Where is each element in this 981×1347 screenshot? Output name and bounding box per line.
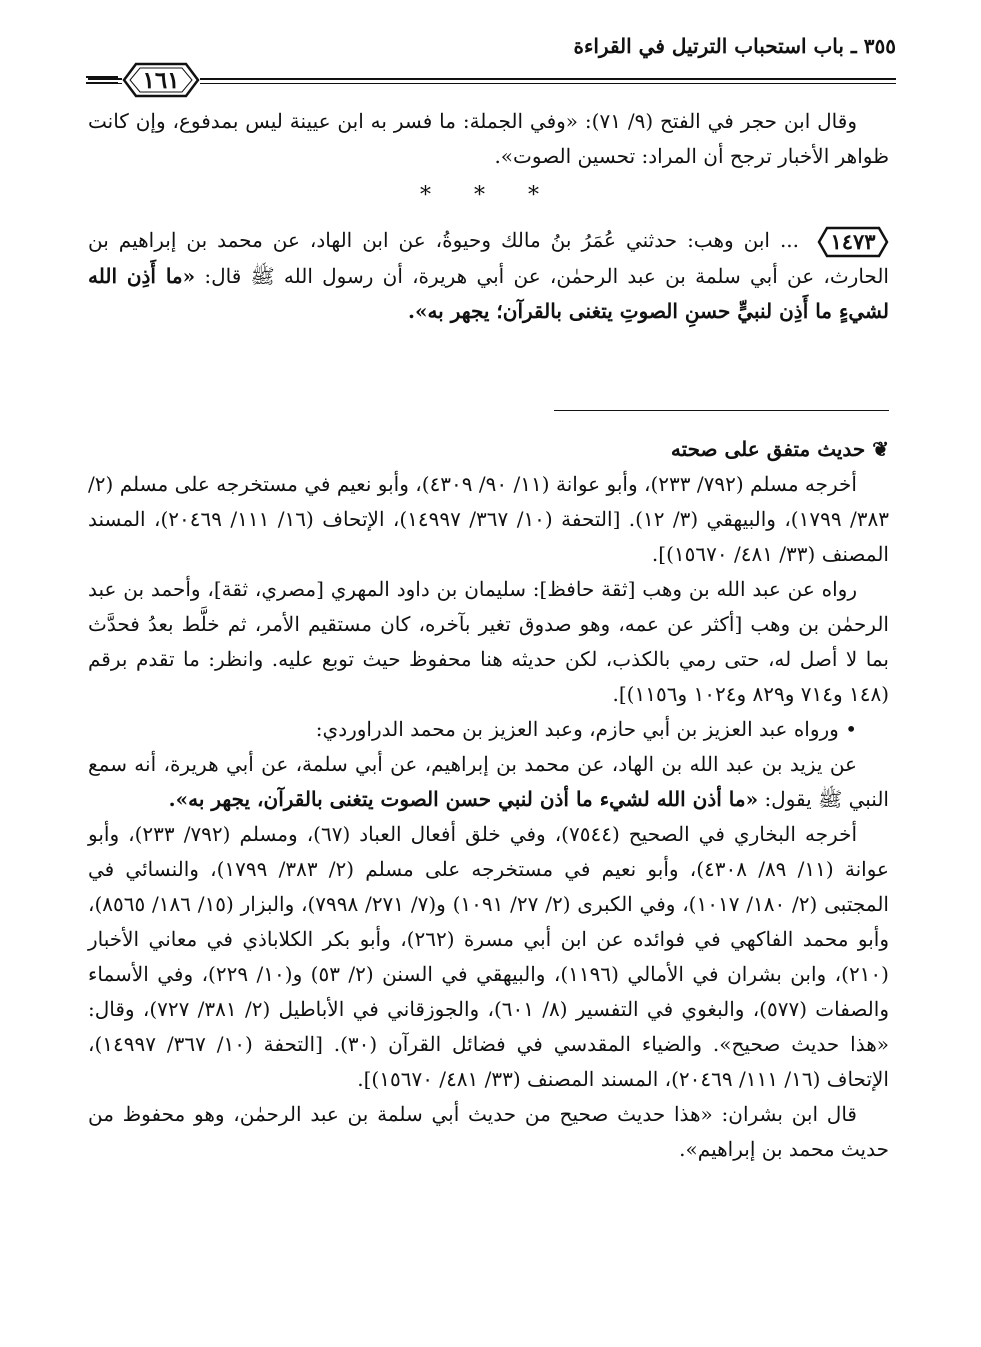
section-heading-text: حديث متفق على صحته <box>670 437 866 461</box>
running-title: ٣٥٥ ـ باب استحباب الترتيل في القراءة <box>573 34 896 58</box>
hadith-chain: ... ابن وهب: حدثني عُمَرُ بنُ مالك وحيوةُ، عن ابن الهاد، عن محمد بن إبراهيم بن الحارث، عن أبي سلمة بن عبد الرحمٰن، عن أبي هريرة، أن رسول الله ﷺ قال: <box>88 228 889 288</box>
header-left-rules <box>86 76 118 86</box>
commentary-paragraph-2: رواه عن عبد الله بن وهب [ثقة حافظ]: سليمان بن داود المهري [مصري، ثقة]، وأحمد بن عبد الرحمٰن بن وهب [أكثر عن عمه، وهو صدوق تغير بآخره، كان مستقيم الأمر، ثم خلَّط بعدُ فحدَّث بما لا أصل له، حتى رمي بالكذب، لكن حديثه هنا محفوظ حيث توبع عليه. وانظر: ما تقدم برقم (١٤٨ و٧١٤ و٨٢٩ و١٠٢٤ و١١٥٦)]. <box>88 577 889 706</box>
second-matn: «ما أذن الله لشيء ما أذن لنبي حسن الصوت يتغنى بالقرآن، يجهر به». <box>168 787 759 811</box>
section-stars: * * * <box>420 183 557 208</box>
page-number: ١٦١ <box>142 66 180 94</box>
intro-block <box>88 104 889 329</box>
intro-paragraph: وقال ابن حجر في الفتح (٩/ ٧١): «وفي الجملة: ما فسر به ابن عيينة ليس بمدفوع، وإن كانت ظواهر الأخبار ترجح أن المراد: تحسين الصوت». <box>88 109 889 168</box>
commentary-paragraph-5: أخرجه البخاري في الصحيح (٧٥٤٤)، وفي خلق أفعال العباد (٦٧)، ومسلم (٧٩٢/ ٢٣٣)، وأبو عوانة (١١/ ٨٩/ ٤٣٠٨)، وأبو نعيم في مستخرجه على مسلم (٢/ ٣٨٣/ ١٧٩٩)، والنسائي في المجتبى (٢/ ١٨٠/ ١٠١٧)، وفي الكبرى (٢/ ٢٧/ ١٠٩١) و(٧/ ٢٧١/ ٧٩٩٨)، والبزار (١٥/ ١٨٦/ ٨٥٦٥)، وأبو محمد الفاكهي في فوائده عن ابن أبي مسرة (٢٦٢)، وأبو بكر الكلاباذي في معاني الأخبار (٢١٠)، وابن بشران في الأمالي (١١٩٦)، والبيهقي في السنن (٢/ ٥٣) و(١٠/ ٢٢٩)، وفي الأسماء والصفات (٥٧٧)، والبغوي في التفسير (٨/ ٦٠١)، والجوزقاني في الأباطيل (٢/ ٣٨١/ ٧٢٧)، وقال: «هذا حديث صحيح». والضياء المقدسي في فضائل القرآن (٣٠). [التحفة (١٠/ ٣٦٧/ ١٤٩٩٧)، الإتحاف (١٦/ ١١١/ ٢٠٤٦٩)، المسند المصنف (٣٣/ ٤٨١/ ١٥٦٧٠)]. <box>88 822 889 1091</box>
header-rule-thin <box>88 83 896 84</box>
commentary-paragraph-1: أخرجه مسلم (٧٩٢/ ٢٣٣)، وأبو عوانة (١١/ ٩٠/ ٤٣٠٩)، وأبو نعيم في مستخرجه على مسلم (٢/ ٣٨٣/ ١٧٩٩)، والبيهقي (٣/ ١٢). [التحفة (١٠/ ٣٦٧/ ١٤٩٩٧)، الإتحاف (١٦/ ١١١/ ٢٠٤٦٩)، المسند المصنف (٣٣/ ٤٨١/ ١٥٦٧٠)]. <box>88 472 889 566</box>
hadith-paragraph <box>88 223 889 329</box>
hadith-matn: «ما أَذِن الله لشيءٍ ما أَذِن لنبيٍّ حسنِ الصوتِ يتغنى بالقرآن؛ يجهر به». <box>88 263 889 323</box>
ornament-icon: ❦ <box>872 437 889 461</box>
header-rule <box>88 78 896 80</box>
commentary-bullet: • ورواه عبد العزيز بن أبي حازم، وعبد العزيز بن محمد الدراوردي: <box>315 717 857 741</box>
page-number-badge <box>122 58 200 102</box>
section-heading <box>88 432 889 467</box>
hadith-number-badge <box>817 225 889 259</box>
commentary-paragraph-6: قال ابن بشران: «هذا حديث صحيح من حديث أبي سلمة بن عبد الرحمٰن، وهو محفوظ من حديث محمد بن إبراهيم». <box>88 1102 889 1161</box>
footnote-separator <box>554 410 889 411</box>
hadith-number: ١٤٧٣ <box>830 228 876 254</box>
second-chain: عن يزيد بن عبد الله بن الهاد، عن محمد بن إبراهيم، عن أبي سلمة، عن أبي هريرة، أنه سمع النبي ﷺ يقول: <box>88 752 889 811</box>
commentary-paragraph-4 <box>88 747 889 817</box>
page-header <box>88 30 896 94</box>
commentary-block <box>88 432 889 1167</box>
